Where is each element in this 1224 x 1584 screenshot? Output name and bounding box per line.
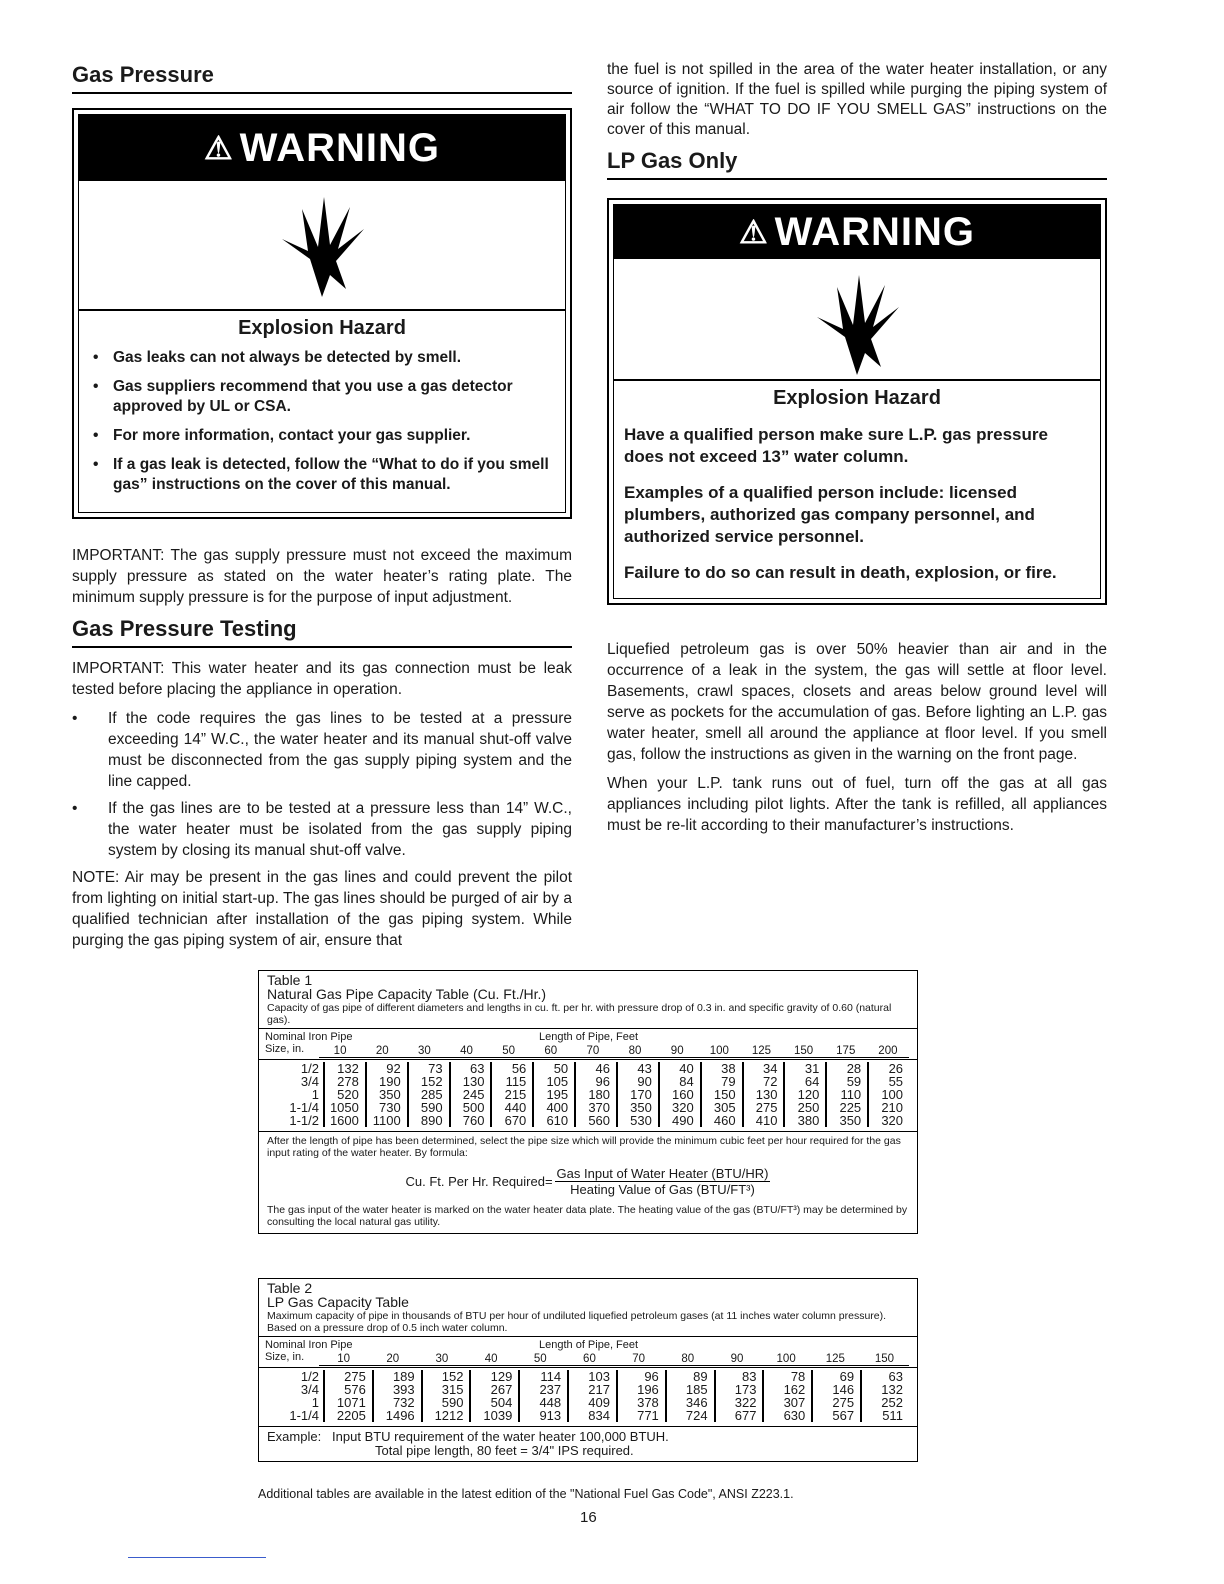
hazard-title: Explosion Hazard <box>773 387 941 409</box>
table-cell: 560 <box>588 1113 611 1128</box>
warning-banner <box>79 115 565 181</box>
table-cell: 440 <box>504 1100 527 1115</box>
data-column <box>576 1062 618 1127</box>
table-cell: 576 <box>344 1382 366 1397</box>
length-header-cell: 100 <box>776 1353 796 1365</box>
table-cell: 275 <box>832 1395 855 1410</box>
table-cell: 610 <box>546 1113 569 1128</box>
table-cell: 460 <box>713 1113 736 1128</box>
table-cell: 1071 <box>336 1395 366 1410</box>
table-cell: 250 <box>797 1100 820 1115</box>
table-cell: 152 <box>441 1369 464 1384</box>
table-cell: 500 <box>462 1100 485 1115</box>
explosion-icon <box>272 189 372 299</box>
warning-label: WARNING <box>774 210 975 254</box>
bottom-divider <box>128 1557 266 1558</box>
warning-triangle-icon: ⚠ <box>203 130 234 166</box>
length-header-cell: 50 <box>502 1045 516 1057</box>
data-column <box>534 1062 576 1127</box>
warning-bullet: • For more information, contact your gas supplier. <box>93 426 555 446</box>
table-cell: 590 <box>420 1100 443 1115</box>
table-number: Table 2 <box>267 1280 313 1296</box>
footer-note: Additional tables are available in the latest edition of the "National Fuel Gas Code", ANSI Z223.1. <box>258 1487 794 1501</box>
table-1 <box>258 970 918 1234</box>
table-cell: 2205 <box>336 1408 366 1423</box>
table-cell: 380 <box>797 1113 820 1128</box>
length-header-cell: 100 <box>709 1045 729 1057</box>
continued-text: the fuel is not spilled in the area of the water heater installation, or any source of ignition. If the fuel is spilled while purging the piping system of air follow the “WHAT TO DO IF YOU SMELL GAS” instructions on the cover of this manual. <box>607 61 1107 138</box>
table-cell: 320 <box>672 1100 694 1115</box>
table-cell: 79 <box>721 1074 736 1089</box>
gas-pressure-testing-heading: Gas Pressure Testing <box>72 616 572 648</box>
table-cell: 1039 <box>483 1408 513 1423</box>
table-cell: 730 <box>379 1100 401 1115</box>
length-header-cell: 30 <box>417 1045 431 1057</box>
table-cell: 96 <box>644 1369 659 1384</box>
table-cell: 350 <box>630 1100 652 1115</box>
size-label: Size, in. <box>265 1351 305 1363</box>
table-cell: 96 <box>595 1074 611 1089</box>
table-cell: 78 <box>790 1369 806 1384</box>
data-column <box>325 1370 374 1422</box>
length-header-cell: 30 <box>435 1353 449 1365</box>
formula-denominator: Heating Value of Gas (BTU/FT³) <box>570 1182 755 1197</box>
pipe-size-cell: 1 <box>311 1087 319 1102</box>
table-cell: 152 <box>420 1074 443 1089</box>
table-cell: 350 <box>839 1113 862 1128</box>
table-cell: 43 <box>637 1061 652 1076</box>
warning-bullet: • If a gas leak is detected, follow the “What to do if you smell gas” instructions on the cover of this manual. <box>93 455 555 495</box>
table-cell: 100 <box>881 1087 904 1102</box>
table-title: LP Gas Capacity Table <box>267 1294 409 1310</box>
length-header-row <box>319 1045 909 1058</box>
table-cell: 1100 <box>372 1113 401 1128</box>
explosion-icon <box>807 267 907 377</box>
explosion-warning-box <box>72 108 572 519</box>
example-line-1: Input BTU requirement of the water heater 100,000 BTUH. <box>332 1429 669 1444</box>
table-cell: 530 <box>630 1113 652 1128</box>
table-cell: 90 <box>637 1074 652 1089</box>
data-column <box>744 1062 786 1127</box>
length-header-cell: 60 <box>544 1045 558 1057</box>
explosion-graphic <box>614 259 1100 381</box>
warning-banner <box>614 205 1100 259</box>
data-column <box>409 1062 451 1127</box>
example-block <box>259 1427 917 1461</box>
length-header-cell: 10 <box>337 1353 350 1365</box>
table-cell: 146 <box>832 1382 855 1397</box>
warning-bullet-list <box>79 348 565 512</box>
warning-triangle-icon: ⚠ <box>738 214 769 250</box>
table-cell: 670 <box>504 1113 527 1128</box>
table-cell: 370 <box>588 1100 611 1115</box>
length-label: Length of Pipe, Feet <box>539 1339 639 1351</box>
lp-gas-only-heading: LP Gas Only <box>607 148 1107 180</box>
data-column <box>367 1062 409 1127</box>
table-cell: 217 <box>588 1382 610 1397</box>
table-cell: 63 <box>888 1369 903 1384</box>
page-number: 16 <box>580 1509 597 1526</box>
table-cell: 305 <box>713 1100 736 1115</box>
data-column <box>862 1370 909 1422</box>
table-cell: 630 <box>783 1408 806 1423</box>
data-column <box>667 1370 716 1422</box>
data-column <box>423 1370 472 1422</box>
table-cell: 267 <box>490 1382 513 1397</box>
important-testing-text: IMPORTANT: This water heater and its gas connection must be leak tested before placing the appliance in operation. <box>72 660 572 698</box>
table-cell: 162 <box>783 1382 806 1397</box>
data-column <box>716 1370 765 1422</box>
table-cell: 520 <box>337 1087 359 1102</box>
left-column <box>72 62 572 959</box>
pipe-size-cell: 1/2 <box>300 1061 319 1076</box>
table-cell: 400 <box>546 1100 569 1115</box>
data-column <box>702 1062 744 1127</box>
table-cell: 173 <box>734 1382 757 1397</box>
data-column <box>813 1370 862 1422</box>
formula-numerator: Gas Input of Water Heater (BTU/HR) <box>556 1166 769 1181</box>
lp-warning-box <box>607 198 1107 605</box>
table-cell: 590 <box>441 1395 464 1410</box>
table-cell: 110 <box>840 1087 862 1102</box>
table-cell: 83 <box>741 1369 757 1384</box>
length-header-cell: 90 <box>670 1045 684 1057</box>
length-header-cell: 60 <box>583 1353 596 1365</box>
table-cell: 1496 <box>385 1408 415 1423</box>
table-cell: 132 <box>337 1061 359 1076</box>
table-cell: 72 <box>762 1074 778 1089</box>
table-cell: 105 <box>546 1074 569 1089</box>
warning-bullet: • Gas leaks can not always be detected by smell. <box>93 348 555 368</box>
table-cell: 195 <box>546 1087 569 1102</box>
table-cell: 56 <box>511 1061 527 1076</box>
table-cell: 567 <box>832 1408 855 1423</box>
table-cell: 185 <box>685 1382 708 1397</box>
table-cell: 130 <box>462 1074 485 1089</box>
note-text: NOTE: Air may be present in the gas lines and could prevent the pilot from lighting on initial start-up. The gas lines should be purged of air by a qualified technician after installation of the gas piping system. While purging the gas piping system of air, ensure that <box>72 869 572 949</box>
table-cell: 189 <box>392 1369 415 1384</box>
table-cell: 378 <box>637 1395 659 1410</box>
table-note: After the length of pipe has been determined, select the pipe size which will provide the minimum cubic feet per hour required for the gas input rating of the water heater. By formula: <box>267 1135 901 1159</box>
data-column <box>785 1062 827 1127</box>
table-cell: 130 <box>755 1087 778 1102</box>
length-header-cell: 175 <box>836 1045 856 1057</box>
table-cell: 46 <box>595 1061 611 1076</box>
pipe-size-cell: 1-1/4 <box>289 1408 319 1423</box>
table-cell: 677 <box>734 1408 757 1423</box>
table-cell: 129 <box>490 1369 513 1384</box>
warning-paragraph: Examples of a qualified person include: licensed plumbers, authorized gas company personnel, and authorized service personnel. <box>624 483 1035 546</box>
table-data-grid <box>259 1368 917 1427</box>
data-column <box>374 1370 423 1422</box>
table-cell: 103 <box>588 1369 610 1384</box>
right-column <box>607 61 1107 844</box>
data-column <box>325 1062 367 1127</box>
table-cell: 346 <box>685 1395 708 1410</box>
table-cell: 210 <box>881 1100 904 1115</box>
pipe-size-cell: 1/2 <box>300 1369 319 1384</box>
length-header-cell: 125 <box>751 1045 772 1057</box>
table-cell: 315 <box>441 1382 464 1397</box>
table-cell: 28 <box>846 1061 862 1076</box>
table-2 <box>258 1278 918 1462</box>
nominal-pipe-label: Nominal Iron Pipe <box>265 1339 353 1351</box>
table-cell: 350 <box>379 1087 401 1102</box>
data-column <box>618 1062 660 1127</box>
pipe-size-cell: 3/4 <box>300 1074 319 1089</box>
data-column <box>451 1062 493 1127</box>
length-header-cell: 20 <box>375 1045 389 1057</box>
table-cell: 73 <box>428 1061 443 1076</box>
formula <box>259 1166 917 1197</box>
table-cell: 190 <box>379 1074 401 1089</box>
lp-paragraph-2: When your L.P. tank runs out of fuel, turn off the gas at all gas appliances including pilot lights. After the tank is refilled, all appliances must be re-lit according to their manufacturer’s instructions. <box>607 775 1107 834</box>
length-header-cell: 20 <box>386 1353 400 1365</box>
explosion-graphic <box>79 181 565 311</box>
pipe-size-cell: 1 <box>311 1395 319 1410</box>
example-line-2: Total pipe length, 80 feet = 3/4" IPS required. <box>375 1443 634 1458</box>
table-cell: 913 <box>539 1408 562 1423</box>
length-header-cell: 40 <box>460 1045 473 1057</box>
table-cell: 84 <box>679 1074 694 1089</box>
table-cell: 115 <box>505 1074 527 1089</box>
data-column <box>492 1062 534 1127</box>
table-description: Maximum capacity of pipe in thousands of BTU per hour of undiluted liquefied petroleum gases (at 11 inches water column pressure). Based on a pressure drop of 0.5 inch water column. <box>267 1310 887 1334</box>
testing-bullet: • If the code requires the gas lines to be tested at a pressure exceeding 14” W.C., the water heater and its manual shut-off valve must be disconnected from the gas supply piping system and the line capped. <box>72 708 572 792</box>
table-cell: 275 <box>344 1369 366 1384</box>
table-cell: 834 <box>588 1408 610 1423</box>
hazard-title: Explosion Hazard <box>238 317 406 339</box>
table-cell: 490 <box>672 1113 694 1128</box>
table-cell: 114 <box>540 1369 562 1384</box>
warning-paragraph: Failure to do so can result in death, explosion, or fire. <box>624 563 1057 582</box>
table-cell: 278 <box>337 1074 359 1089</box>
table-header <box>259 1337 917 1368</box>
table-cell: 322 <box>734 1395 757 1410</box>
length-header-cell: 80 <box>681 1353 695 1365</box>
table-cell: 55 <box>888 1074 904 1089</box>
testing-bullet-list <box>72 708 572 861</box>
table-number: Table 1 <box>267 972 313 988</box>
example-label: Example: <box>267 1429 322 1444</box>
table-cell: 92 <box>386 1061 401 1076</box>
warning-label: WARNING <box>239 126 440 170</box>
table-header <box>259 1029 917 1060</box>
table-cell: 38 <box>721 1061 736 1076</box>
table-title: Natural Gas Pipe Capacity Table (Cu. Ft./Hr.) <box>267 986 547 1002</box>
table-cell: 180 <box>588 1087 611 1102</box>
table-cell: 170 <box>630 1087 652 1102</box>
pipe-size-column <box>267 1062 325 1127</box>
table-cell: 63 <box>469 1061 485 1076</box>
data-column <box>764 1370 813 1422</box>
table-cell: 252 <box>881 1395 903 1410</box>
length-label: Length of Pipe, Feet <box>539 1031 639 1043</box>
table-cell: 237 <box>539 1382 562 1397</box>
table-cell: 409 <box>588 1395 610 1410</box>
data-column <box>471 1370 520 1422</box>
table-cell: 196 <box>637 1382 659 1397</box>
important-pressure-text: IMPORTANT: The gas supply pressure must not exceed the maximum supply pressure as stated on the water heater’s rating plate. The minimum supply pressure is for the purpose of input adjustment. <box>72 547 572 606</box>
table-cell: 245 <box>462 1087 485 1102</box>
table-cell: 1600 <box>329 1113 359 1128</box>
table-cell: 31 <box>804 1061 820 1076</box>
length-header-cell: 150 <box>794 1045 814 1057</box>
pipe-size-cell: 3/4 <box>300 1382 319 1397</box>
table-cell: 26 <box>888 1061 904 1076</box>
warning-paragraph: Have a qualified person make sure L.P. gas pressure does not exceed 13” water column. <box>624 425 1048 466</box>
table-cell: 1212 <box>434 1408 464 1423</box>
data-column <box>827 1062 869 1127</box>
data-column <box>660 1062 702 1127</box>
table-note: The gas input of the water heater is marked on the water heater data plate. The heating value of the gas (BTU/FT³) may be determined by consulting the local natural gas utility. <box>267 1204 908 1228</box>
table-cell: 320 <box>881 1113 904 1128</box>
length-header-cell: 40 <box>484 1353 498 1365</box>
table-cell: 285 <box>420 1087 443 1102</box>
table-cell: 890 <box>420 1113 443 1128</box>
table-cell: 307 <box>783 1395 806 1410</box>
table-cell: 120 <box>797 1087 820 1102</box>
table-cell: 34 <box>762 1061 778 1076</box>
data-column <box>569 1370 618 1422</box>
table-cell: 225 <box>839 1100 862 1115</box>
size-label: Size, in. <box>265 1043 305 1055</box>
table-cell: 504 <box>490 1395 513 1410</box>
table-cell: 40 <box>679 1061 694 1076</box>
table-cell: 732 <box>392 1395 415 1410</box>
gas-pressure-heading: Gas Pressure <box>72 62 572 94</box>
data-column <box>869 1062 909 1127</box>
table-cell: 511 <box>882 1408 903 1423</box>
table-cell: 160 <box>672 1087 694 1102</box>
table-cell: 1050 <box>329 1100 359 1115</box>
length-header-cell: 90 <box>730 1353 744 1365</box>
table-cell: 59 <box>846 1074 862 1089</box>
pipe-size-column <box>267 1370 325 1422</box>
table-cell: 132 <box>881 1382 903 1397</box>
table-cell: 410 <box>755 1113 778 1128</box>
length-header-cell: 80 <box>628 1045 642 1057</box>
table-description: Capacity of gas pipe of different diameters and lengths in cu. ft. per hr. with pressure drop of 0.3 in. and specific gravity of 0.60 (natural gas). <box>267 1002 892 1026</box>
formula-left: Cu. Ft. Per Hr. Required= <box>405 1174 553 1189</box>
table-cell: 393 <box>392 1382 415 1397</box>
pipe-size-cell: 1-1/2 <box>289 1113 319 1128</box>
table-data-grid <box>259 1060 917 1132</box>
table-cell: 150 <box>713 1087 736 1102</box>
table-cell: 760 <box>462 1113 485 1128</box>
table-cell: 275 <box>755 1100 778 1115</box>
data-column <box>520 1370 569 1422</box>
table-cell: 64 <box>804 1074 820 1089</box>
table-cell: 215 <box>504 1087 527 1102</box>
nominal-pipe-label: Nominal Iron Pipe <box>265 1031 353 1043</box>
data-column <box>618 1370 667 1422</box>
length-header-cell: 70 <box>586 1045 600 1057</box>
length-header-cell: 125 <box>825 1353 845 1365</box>
table-cell: 724 <box>685 1408 708 1423</box>
length-header-cell: 200 <box>878 1045 898 1057</box>
testing-bullet: • If the gas lines are to be tested at a pressure less than 14” W.C., the water heater must be isolated from the gas supply piping system by closing its manual shut-off valve. <box>72 798 572 861</box>
lp-paragraph-1: Liquefied petroleum gas is over 50% heavier than air and in the occurrence of a leak in the system, the gas will settle at floor level. Basements, crawl spaces, closets and areas below ground level will serve as pockets for the accumulation of gas. Before lighting an L.P. gas water heater, smell all around the appliance at floor level. If you smell gas, follow the instructions as given in the warning on the front page. <box>607 641 1107 763</box>
pipe-size-cell: 1-1/4 <box>289 1100 319 1115</box>
length-header-cell: 50 <box>533 1353 547 1365</box>
length-header-cell: 70 <box>632 1353 646 1365</box>
table-cell: 50 <box>553 1061 569 1076</box>
length-header-row <box>319 1353 909 1366</box>
length-header-cell: 150 <box>874 1353 895 1365</box>
table-cell: 89 <box>693 1369 708 1384</box>
table-cell: 771 <box>637 1408 659 1423</box>
warning-bullet: • Gas suppliers recommend that you use a gas detector approved by UL or CSA. <box>93 377 555 417</box>
length-header-cell: 10 <box>333 1045 347 1057</box>
table-cell: 448 <box>539 1395 562 1410</box>
table-cell: 69 <box>839 1369 855 1384</box>
